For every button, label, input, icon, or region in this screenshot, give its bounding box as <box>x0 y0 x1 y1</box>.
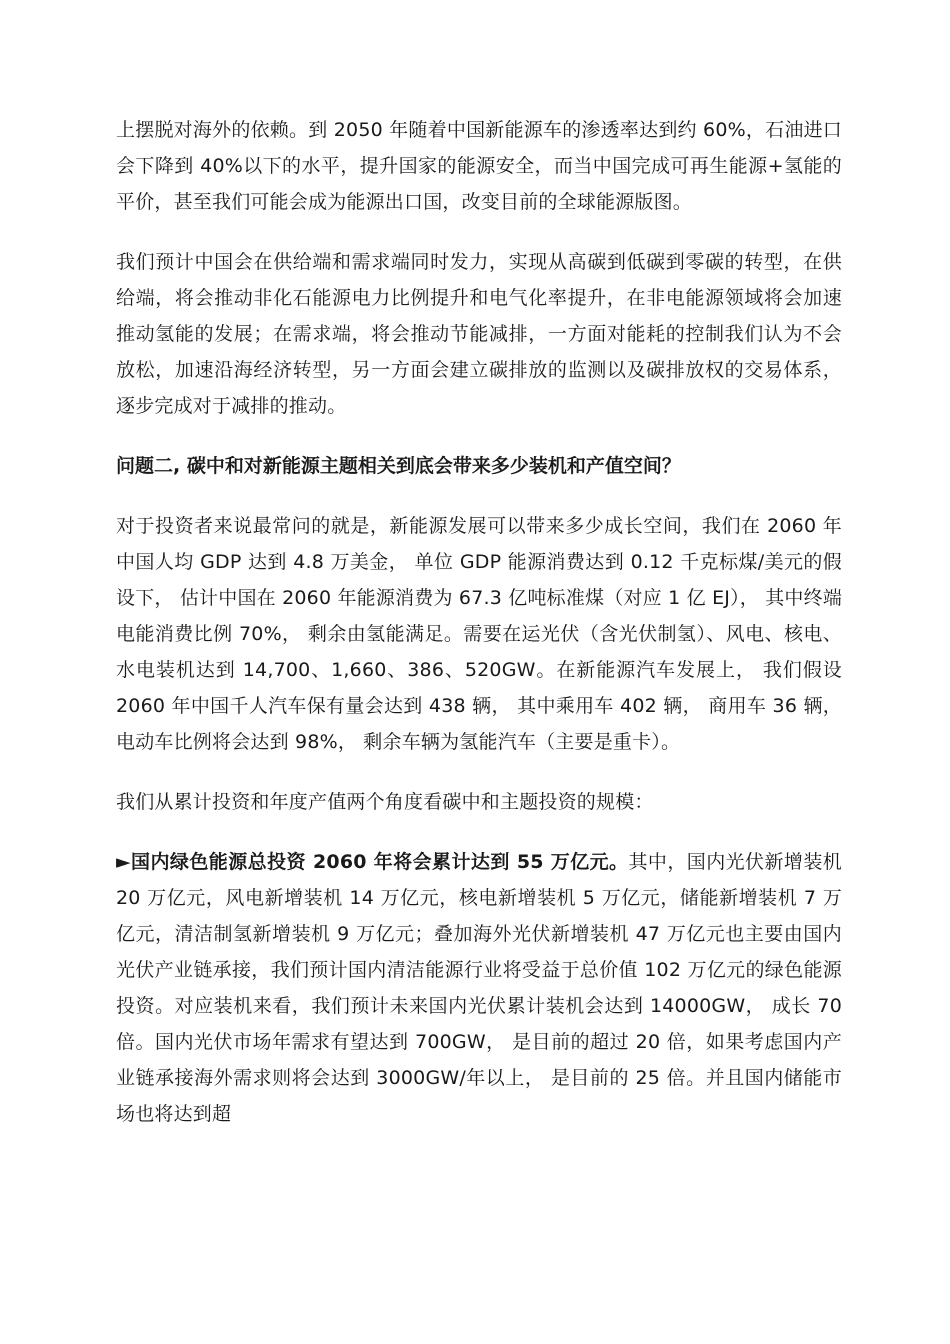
section-heading: 问题二, 碳中和对新能源主题相关到底会带来多少装机和产值空间？ <box>116 455 681 477</box>
bullet-green-investment <box>116 844 842 1132</box>
paragraph-energy-security: 上摆脱对海外的依赖。到 2050 年随着中国新能源车的渗透率达到约 60%，石油进口会下降到 40%以下的水平，提升国家的能源安全，而当中国完成可再生能源+氢能的平价，甚至我们可能会成为能源出口国，改变目前的全球能源版图。 <box>116 119 842 213</box>
paragraph-supply-demand: 我们预计中国会在供给端和需求端同时发力，实现从高碳到低碳到零碳的转型，在供给端，将会推动非化石能源电力比例提升和电气化率提升，在非电能源领域将会加速推动氢能的发展；在需求端，将会推动节能减排，一方面对能耗的控制我们认为不会放松，加速沿海经济转型，另一方面会建立碳排放的监测以及碳排放权的交易体系，逐步完成对于减排的推动。 <box>116 251 842 417</box>
bullet-lead: ►国内绿色能源总投资 2060 年将会累计达到 55 万亿元。 <box>116 851 629 873</box>
paragraph-investment-scale: 我们从累计投资和年度产值两个角度看碳中和主题投资的规模： <box>116 791 654 813</box>
paragraph-growth-assumptions: 对于投资者来说最常问的就是，新能源发展可以带来多少成长空间，我们在 2060 年中国人均 GDP 达到 4.8 万美金， 单位 GDP 能源消费达到 0.12 千克标煤/美元的假设下， 估计中国在 2060 年能源消费为 67.3 亿吨标准煤（对应 1 亿 EJ）， 其中终端电能消费比例 70%， 剩余由氢能满足。需要在运光伏（含光伏制氢）、风电、核电、水电装机达到 14,700、1,660、386、520GW。在新能源汽车发展上， 我们假设 2060 年中国千人汽车保有量会达到 438 辆， 其中乘用车 402 辆， 商用车 36 辆， 电动车比例将会达到 98%， 剩余车辆为氢能汽车（主要是重卡）。 <box>116 515 843 753</box>
document-page <box>116 112 842 1156</box>
bullet-body: 其中，国内光伏新增装机 20 万亿元，风电新增装机 14 万亿元，核电新增装机 5 万亿元，储能新增装机 7 万亿元，清洁制氢新增装机 9 万亿元；叠加海外光伏新增装机 47 万亿元也主要由国内光伏产业链承接，我们预计国内清洁能源行业将受益于总价值 102 万亿元的绿色能源投资。对应装机来看，我们预计未来国内光伏累计装机会达到 14000GW， 成长 70 倍。国内光伏市场年需求有望达到 700GW， 是目前的超过 20 倍，如果考虑国内产业链承接海外需求则将会达到 3000GW/年以上， 是目前的 25 倍。并且国内储能市场也将达到超 <box>116 851 842 1125</box>
